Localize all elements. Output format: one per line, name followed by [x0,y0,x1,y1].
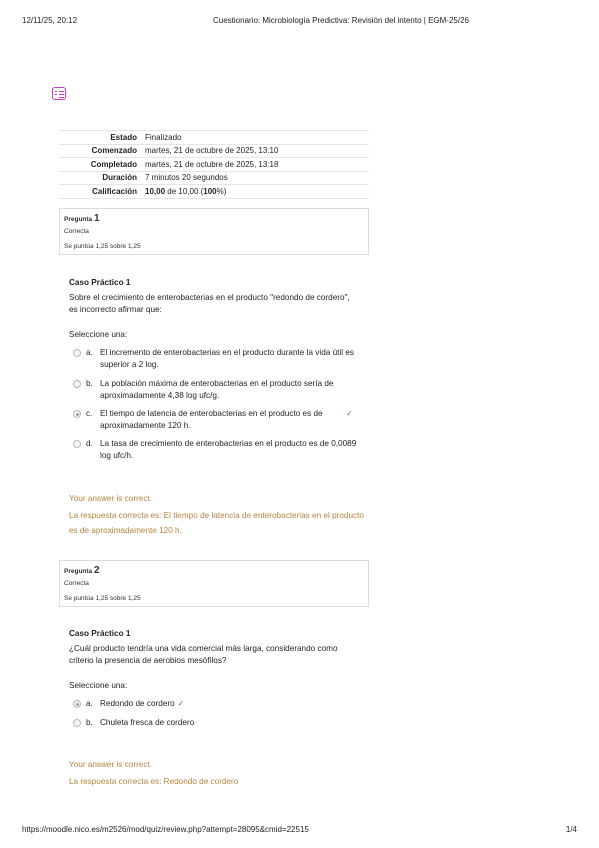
summary-value [143,185,369,199]
option-text: La población máxima de enterobacterias en el producto sería de aproximadamente 4,38 log ufc/g. [100,379,334,400]
summary-row [59,171,369,185]
summary-value: 7 minutos 20 segundos [145,173,228,183]
question-label: Pregunta [64,216,93,223]
summary-label: Duración [102,173,137,183]
option-text: Chuleta fresca de cordero [100,718,195,727]
option-letter: b. [86,379,93,388]
summary-label: Estado [110,132,137,142]
summary-value: martes, 21 de octubre de 2025, 13:10 [145,146,279,156]
question-number [64,213,100,224]
question-status: Correcta [64,580,89,587]
question-grade: Se puntúa 1,25 sobre 1,25 [64,595,141,602]
grade-close: %) [216,186,227,196]
check-circle-icon: ✓ [346,409,353,418]
option-letter: a. [86,699,93,708]
case-title: Caso Práctico 1 [69,278,131,287]
question-text [69,277,359,317]
correct-answer-text: La respuesta correcta es: Redondo de cordero [69,777,239,786]
quiz-icon [52,87,66,100]
option-letter: d. [86,439,93,448]
option-text [100,408,360,432]
radio-button[interactable] [73,440,81,448]
option-text: El incremento de enterobacterias en el producto durante la vida útil es superior a 2 log. [100,348,354,369]
summary-label: Calificación [92,186,137,196]
page-number: 1/4 [565,825,577,834]
option-letter: c. [86,409,93,418]
radio-button[interactable] [73,719,81,727]
select-prompt: Seleccione una: [69,681,128,690]
question-body: ¿Cuál producto tendría una vida comercial más larga, considerando como criterio la presencia de aerobios mesófilos? [69,643,338,665]
feedback-correct: Your answer is correct. [69,494,152,503]
print-date: 12/11/25, 20:12 [22,16,78,25]
summary-value: martes, 21 de octubre de 2025, 13:18 [145,159,279,169]
question-grade: Se puntúa 1,25 sobre 1,25 [64,243,141,250]
option-letter: b. [86,718,93,727]
summary-row [59,185,369,199]
question-body: Sobre el crecimiento de enterobacterias en el producto "redondo de cordero", es incorrecto afirmar que: [69,292,350,314]
option-text-content: Redondo de cordero [100,699,175,708]
option-text: La tasa de crecimiento de enterobacterias en el producto es de 0,0089 log ufc/h. [100,439,357,460]
grade-value: 10,00 [145,186,166,196]
radio-button-checked[interactable] [73,410,81,418]
grade-of: de 10,00 ( [165,186,204,196]
question-label: Pregunta [64,568,93,575]
attempt-summary-table [59,130,369,199]
case-title: Caso Práctico 1 [69,629,131,638]
check-circle-icon: ✓ [177,699,185,708]
question-info-box [59,208,369,255]
feedback-correct: Your answer is correct. [69,760,152,769]
select-prompt: Seleccione una: [69,330,128,339]
radio-button[interactable] [73,349,81,357]
print-header [0,16,599,30]
question-text [69,628,359,668]
option-text-content: El tiempo de latencia de enterobacterias en el producto es de aproximadamente 120 h. [100,409,323,430]
question-status: Correcta [64,228,89,235]
question-num: 1 [93,213,100,224]
summary-row [59,158,369,172]
summary-row [59,131,369,145]
radio-button[interactable] [73,380,81,388]
correct-answer-text: La respuesta correcta es: El tiempo de latencia de enterobacterias en el producto es de aproximadamente 120 h. [69,511,364,535]
option-text [100,698,360,710]
summary-label: Completado [90,159,137,169]
option-letter: a. [86,348,93,357]
grade-percent: 100 [203,186,217,196]
radio-button-checked[interactable] [73,700,81,708]
print-footer [0,825,599,839]
question-info-box [59,560,369,607]
summary-row [59,144,369,158]
summary-label: Comenzado [91,146,137,156]
summary-value: Finalizado [145,132,182,142]
question-number [64,565,100,576]
print-title: Cuestionario: Microbiología Predictiva: Revisión del intento | EGM-25/26 [213,16,469,25]
question-num: 2 [93,565,100,576]
page-url: https://moodle.nico.es/m2526/mod/quiz/review.php?attempt=28095&cmid=22515 [22,825,309,834]
